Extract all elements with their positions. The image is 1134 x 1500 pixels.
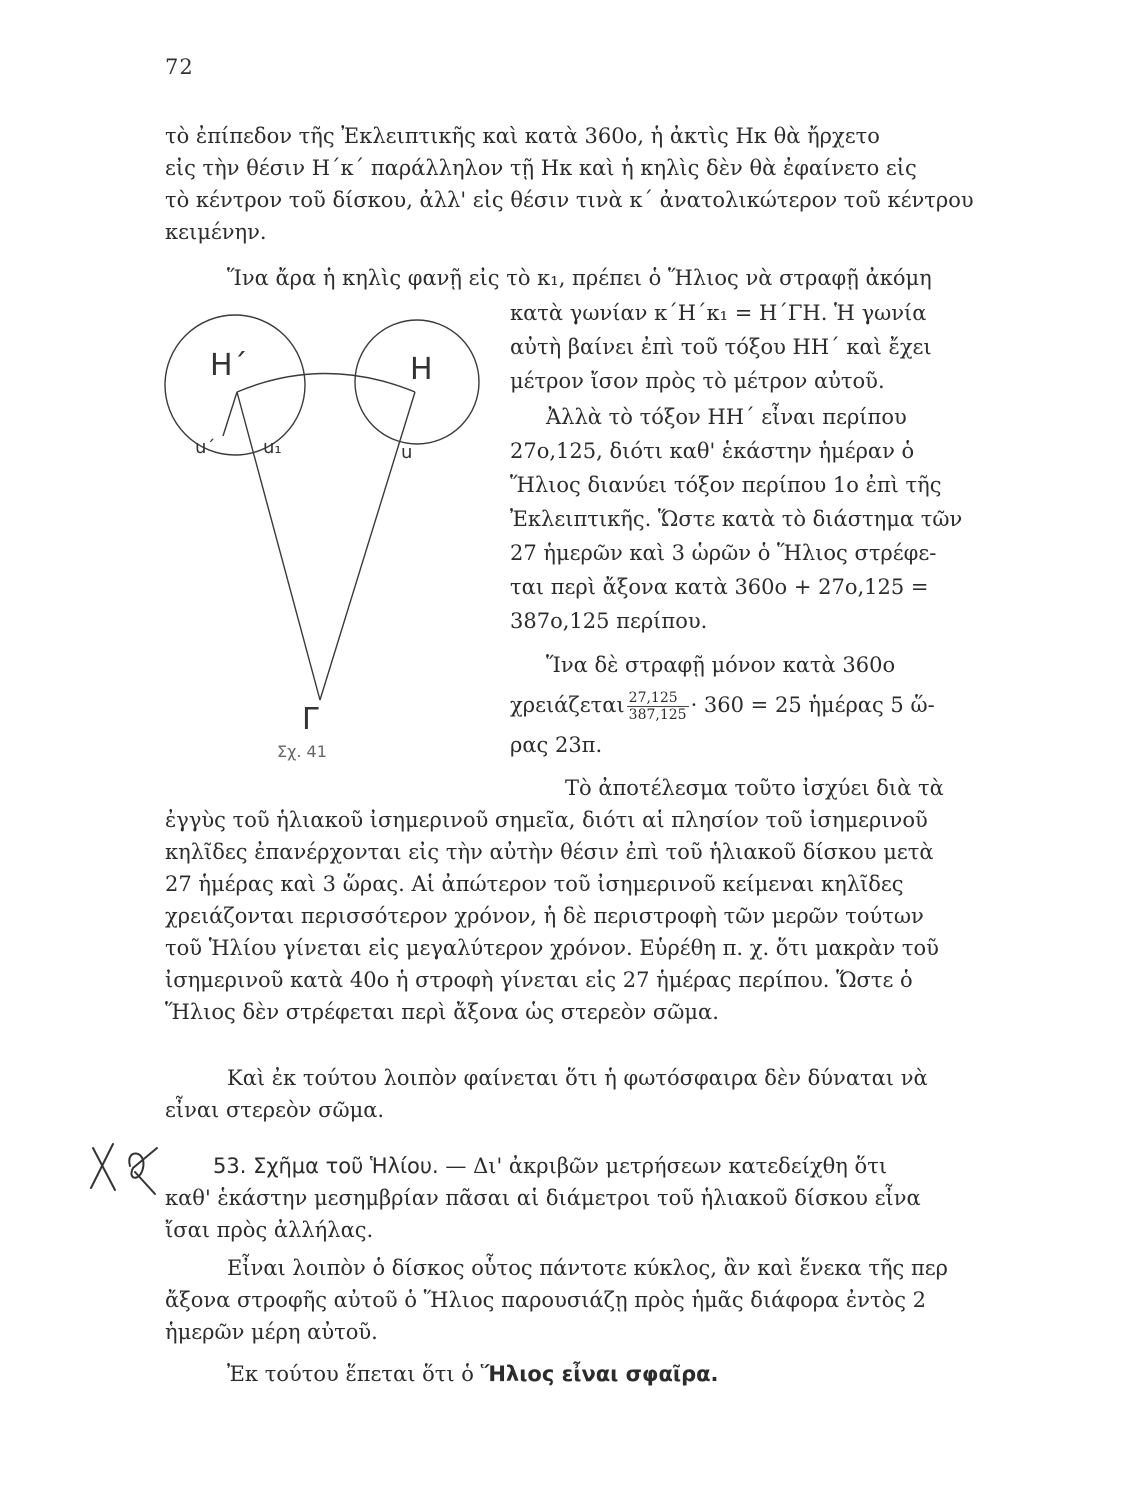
text-line: τὸ κέντρον τοῦ δίσκου, ἀλλ' εἰς θέσιν τινὰ κ΄ ἀνατολικώτερον τοῦ κέντρου xyxy=(165,188,974,212)
line-H-Gamma xyxy=(320,392,415,700)
figure-caption: Σχ. 41 xyxy=(277,742,327,761)
text-line: χρειάζονται περισσότερον χρόνον, ἡ δὲ περιστροφὴ τῶν μερῶν τούτων xyxy=(165,904,924,928)
paragraph-4 xyxy=(510,645,1010,765)
text-line: μέτρον ἴσον πρὸς τὸ μέτρον αὐτοῦ. xyxy=(510,369,885,393)
label-u: u xyxy=(401,442,413,463)
page-number: 72 xyxy=(165,55,194,79)
label-h: Η xyxy=(410,352,433,387)
text-line: ἴσαι πρὸς ἀλλήλας. xyxy=(165,1218,374,1242)
equation-suffix: · 360 = 25 ἡμέρας 5 ὥ- xyxy=(690,693,935,717)
text-line: Καὶ ἐκ τούτου λοιπὸν φαίνεται ὅτι ἡ φωτόσφαιρα δὲν δύναται νὰ xyxy=(227,1066,928,1090)
text-line: καθ' ἑκάστην μεσημβρίαν πᾶσαι αἱ διάμετροι τοῦ ἡλιακοῦ δίσκου εἶνα xyxy=(165,1186,921,1210)
text-line: Ἵνα δὲ στραφῇ μόνον κατὰ 360ο xyxy=(546,653,896,677)
fraction-denominator: 387,125 xyxy=(628,707,687,723)
text-line: ται περὶ ἄξονα κατὰ 360ο + 27ο,125 = xyxy=(510,575,929,599)
conclusion-line xyxy=(165,1358,1010,1390)
text-line: Τὸ ἀποτέλεσμα τοῦτο ἰσχύει διὰ τὰ xyxy=(565,776,944,800)
label-gamma: Γ xyxy=(302,702,319,737)
text-line: ἰσημερινοῦ κατὰ 40ο ἡ στροφὴ γίνεται εἰς 27 ἡμέρας περίπου. Ὥστε ὁ xyxy=(165,968,913,992)
equation-prefix: χρειάζεται xyxy=(510,693,625,717)
text-line: ἄξονα στροφῆς αὐτοῦ ὁ Ἥλιος παρουσιάζῃ πρὸς ἡμᾶς διάφορα ἐντὸς 2 xyxy=(165,1288,927,1312)
text-line: κειμένην. xyxy=(165,220,267,244)
text-line: Ἥλιος δὲν στρέφεται περὶ ἄξονα ὡς στερεὸν σῶμα. xyxy=(165,1000,719,1024)
section-53-intro: — Δι' ἀκριβῶν μετρήσεων κατεδείχθη ὅτι xyxy=(438,1154,888,1178)
equation-line xyxy=(510,685,1010,725)
text-line: Ἥλιος διανύει τόξον περίπου 1ο ἐπὶ τῆς xyxy=(510,473,942,497)
paragraph-1 xyxy=(165,120,1010,248)
text-line: Εἶναι λοιπὸν ὁ δίσκος οὗτος πάντοτε κύκλος, ἂν καὶ ἕνεκα τῆς περ xyxy=(227,1256,948,1280)
figure-41 xyxy=(175,300,495,780)
text-line: ρας 23π. xyxy=(510,733,603,757)
ray-H-prime-u-prime xyxy=(223,392,237,436)
section-53-first-line xyxy=(165,1150,1010,1182)
text-line: Ἀλλὰ τὸ τόξον ΗΗ΄ εἶναι περίπου xyxy=(546,405,907,429)
paragraph-3 xyxy=(510,400,1010,638)
conclusion-prefix: Ἐκ τούτου ἕπεται ὅτι ὁ xyxy=(227,1362,481,1386)
fraction xyxy=(627,690,689,723)
text-line: ἐγγὺς τοῦ ἡλιακοῦ ἰσημερινοῦ σημεῖα, διότι αἱ πλησίον τοῦ ἰσημερινοῦ xyxy=(165,808,928,832)
text-line: αὐτὴ βαίνει ἐπὶ τοῦ τόξου ΗΗ΄ καὶ ἔχει xyxy=(510,335,932,359)
section-heading: 53. Σχῆμα τοῦ Ἡλίου. xyxy=(213,1154,439,1178)
text-line: τοῦ Ἡλίου γίνεται εἰς μεγαλύτερον χρόνον. Εὑρέθη π. χ. ὅτι μακρὰν τοῦ xyxy=(165,936,939,960)
text-line: 27 ἡμερῶν καὶ 3 ὡρῶν ὁ Ἥλιος στρέφε- xyxy=(510,541,937,565)
conclusion xyxy=(165,1358,1010,1390)
text-line: κηλῖδες ἐπανέρχονται εἰς τὴν αὐτὴν θέσιν ἐπὶ τοῦ ἡλιακοῦ δίσκου μετὰ xyxy=(165,840,934,864)
paragraph-6 xyxy=(165,1062,1010,1126)
sun-disk-left xyxy=(165,315,305,455)
paragraph-2-column xyxy=(510,296,1010,398)
text-line: ἡμερῶν μέρη αὐτοῦ. xyxy=(165,1320,378,1344)
text-line: 27ο,125, διότι καθ' ἑκάστην ἡμέραν ὁ xyxy=(510,439,915,463)
label-u1: u₁ xyxy=(263,437,282,458)
text-line: εἶναι στερεὸν σῶμα. xyxy=(165,1098,385,1122)
fraction-numerator: 27,125 xyxy=(627,690,689,707)
text-line: 27 ἡμέρας καὶ 3 ὥρας. Αἱ ἀπώτερον τοῦ ἰσημερινοῦ κείμεναι κηλῖδες xyxy=(165,872,904,896)
text-line: τὸ ἐπίπεδον τῆς Ἐκλειπτικῆς καὶ κατὰ 360ο, ἡ ἀκτὶς Ηκ θὰ ἤρχετο xyxy=(165,124,880,148)
label-h-prime: Η΄ xyxy=(210,348,248,383)
text-line: κατὰ γωνίαν κ΄Η΄κ₁ = Η΄ΓΗ. Ἡ γωνία xyxy=(510,301,927,325)
text-line: 387ο,125 περίπου. xyxy=(510,609,708,633)
text-line: Ἐκλειπτικῆς. Ὥστε κατὰ τὸ διάστημα τῶν xyxy=(510,507,963,531)
conclusion-bold: Ἥλιος εἶναι σφαῖρα. xyxy=(480,1362,719,1386)
text-line: εἰς τὴν θέσιν Η΄κ΄ παράλληλον τῇ Ηκ καὶ ἡ κηλὶς δὲν θὰ ἐφαίνετο εἰς xyxy=(165,156,917,180)
paragraph-7 xyxy=(165,1252,1010,1348)
arc-HH xyxy=(237,374,415,393)
handwritten-margin-mark xyxy=(85,1138,175,1198)
paragraph-5 xyxy=(165,772,1010,1028)
text-line: Ἵνα ἄρα ἡ κηλὶς φανῇ εἰς τὸ κ₁, πρέπει ὁ Ἥλιος νὰ στραφῇ ἀκόμη xyxy=(227,266,932,290)
paragraph-2-first-line xyxy=(165,262,1010,294)
label-u-prime: u΄ xyxy=(195,437,216,458)
section-53 xyxy=(165,1150,1010,1246)
